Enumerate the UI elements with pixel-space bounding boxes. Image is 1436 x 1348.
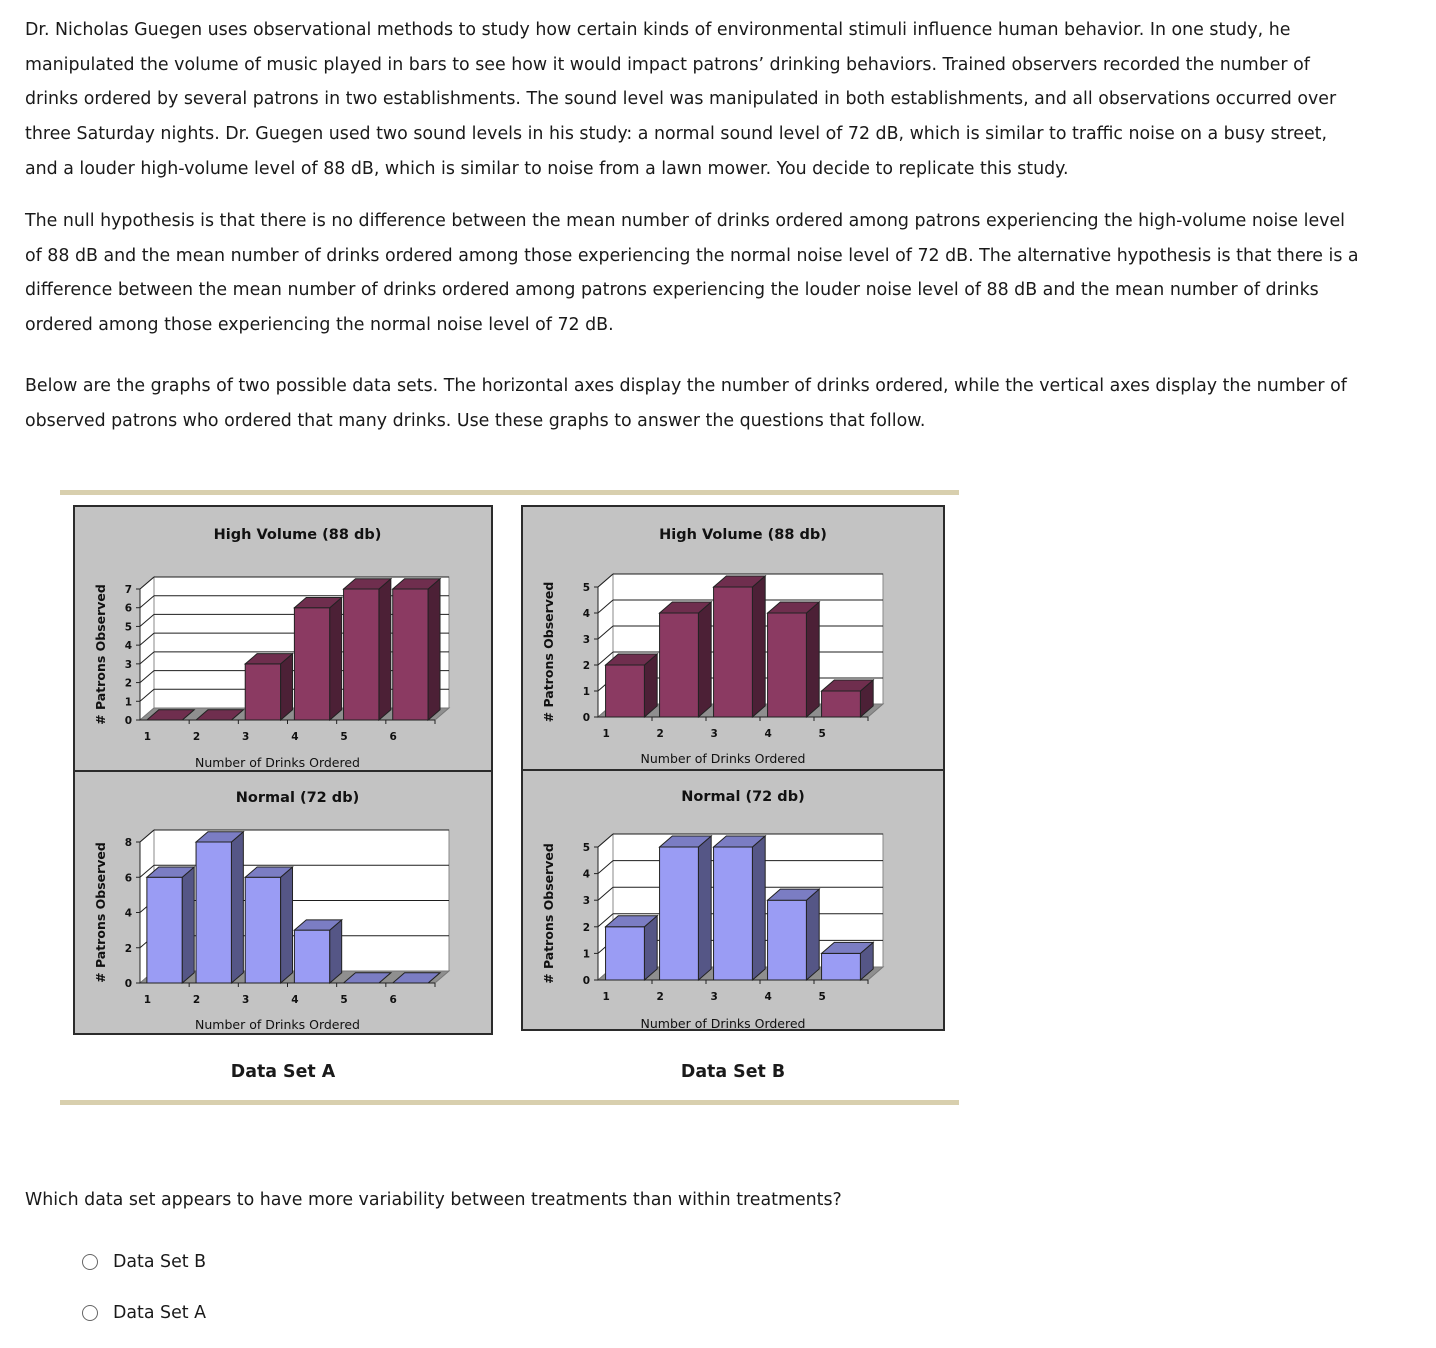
- bar-side: [330, 598, 342, 720]
- chart-title: High Volume (88 db): [659, 527, 827, 543]
- y-tick-label: 6: [124, 602, 132, 615]
- y-tick-label: 1: [124, 696, 132, 709]
- x-axis-label: Number of Drinks Ordered: [195, 1017, 360, 1032]
- y-axis-label: # Patrons Observed: [93, 842, 108, 983]
- bar: [147, 867, 194, 983]
- bar: [606, 916, 658, 980]
- y-tick-label: 0: [582, 712, 590, 724]
- bar: [660, 602, 712, 717]
- y-tick-label: 4: [124, 907, 132, 920]
- null-hypothesis-paragraph: The null hypothesis is that there is no difference between the mean number of drinks ordered among patrons experiencing the high-volume noise level of 88 dB and the mean number of drinks ordered among those experiencing the normal noise level of 72 dB. The alternative hypothesis is that there is a difference between the mean number of drinks ordered among patrons experiencing the louder noise level of 88 dB and the mean number of drinks ordered among those experiencing the normal noise level of 72 dB.: [25, 211, 1359, 336]
- bar-front: [822, 953, 861, 980]
- y-tick-label: 3: [582, 895, 590, 908]
- bar: [245, 867, 292, 983]
- y-axis-label: # Patrons Observed: [541, 581, 556, 723]
- bar-front: [294, 930, 329, 983]
- intro-paragraph-1: Dr. Nicholas Guegen uses observational methods to study how certain kinds of environmental stimuli influence human behavior. In one study, he manipulated the volume of music played in bars to see how it would impact patrons’ drinking behaviors. Trained observers recorded the number of drinks ordered by several patrons in two establishments. The sound level was manipulated in both establishments, and all observations occurred over three Saturday nights. Dr. Guegen used two sound levels in his study: a normal sound level of 72 dB, which is similar to traffic noise on a busy street, and a louder high-volume level of 88 dB, which is similar to noise from a lawn mower. You decide to replicate this study.: [25, 20, 1337, 179]
- chart-title: High Volume (88 db): [213, 527, 382, 543]
- bar-front: [714, 587, 753, 717]
- chart-svg: [75, 507, 495, 774]
- x-tick-label: 4: [764, 991, 772, 1003]
- graphs-instructions-paragraph: Below are the graphs of two possible data sets. The horizontal axes display the number of drinks ordered, while the vertical axes display the number of observed patrons who ordered that many drinks. Use these graphs to answer the questions that follow.: [25, 376, 1347, 431]
- chart-set-b-normal: [521, 769, 945, 1031]
- bar-front: [245, 664, 280, 720]
- chart-set-a-normal: [73, 770, 493, 1035]
- chart-set-b-high-volume: [521, 505, 945, 771]
- x-tick-label: 2: [192, 994, 201, 1006]
- x-tick-label: 3: [710, 991, 718, 1003]
- bar: [196, 832, 243, 983]
- y-tick-label: 4: [582, 608, 590, 620]
- y-axis-label: # Patrons Observed: [541, 843, 556, 984]
- y-tick-label: 0: [124, 715, 132, 727]
- x-tick-label: 1: [602, 991, 610, 1003]
- y-tick-label: 2: [124, 677, 132, 690]
- bar: [822, 680, 874, 717]
- bar-side: [752, 576, 765, 717]
- bar-front: [768, 900, 807, 980]
- chart-svg: [523, 771, 947, 1033]
- bar-side: [752, 836, 765, 980]
- x-tick-label: 5: [818, 991, 826, 1003]
- bar-front: [660, 847, 699, 980]
- bar: [344, 579, 391, 720]
- y-tick-label: 0: [124, 978, 132, 990]
- y-tick-label: 4: [124, 640, 132, 653]
- bar-front: [768, 613, 807, 717]
- chart-title: Normal (72 db): [235, 790, 360, 806]
- y-tick-label: 2: [124, 942, 132, 955]
- bar-side: [182, 867, 194, 983]
- chart-svg: [75, 772, 495, 1037]
- x-tick-label: 1: [143, 731, 152, 743]
- x-tick-label: 1: [602, 728, 610, 740]
- option-label: Data Set B: [113, 1252, 207, 1272]
- y-tick-label: 5: [582, 582, 590, 594]
- y-tick-label: 3: [582, 634, 590, 646]
- bar: [768, 889, 820, 980]
- bar: [393, 579, 440, 720]
- bar-side: [231, 832, 243, 983]
- chart-svg: [523, 507, 947, 773]
- x-tick-label: 5: [340, 731, 348, 743]
- bar-front: [606, 927, 645, 980]
- option-label: Data Set A: [113, 1303, 207, 1323]
- data-set-b-label: Data Set B: [680, 1062, 786, 1082]
- bar: [768, 602, 820, 717]
- bar: [714, 836, 766, 980]
- x-tick-label: 5: [818, 728, 826, 740]
- question-text: Which data set appears to have more variability between treatments than within treatments?: [25, 1190, 842, 1210]
- bar-front: [344, 589, 379, 720]
- bar-front: [660, 613, 699, 717]
- bar-side: [806, 602, 819, 717]
- x-tick-label: 4: [291, 731, 299, 743]
- x-axis-label: Number of Drinks Ordered: [195, 755, 360, 770]
- bar: [714, 576, 766, 717]
- bar-front: [714, 847, 753, 980]
- chart-title: Normal (72 db): [681, 789, 805, 805]
- x-tick-label: 4: [764, 728, 772, 740]
- x-tick-label: 3: [710, 728, 718, 740]
- chart-set-a-high-volume: [73, 505, 493, 772]
- option-data-set-a[interactable]: [82, 1303, 206, 1323]
- bar-front: [147, 877, 182, 983]
- figure-top-rule: [60, 490, 959, 495]
- bar-side: [698, 602, 711, 717]
- y-tick-label: 2: [582, 921, 590, 934]
- bar: [245, 654, 292, 720]
- bar-front: [822, 691, 861, 717]
- x-tick-label: 5: [340, 994, 348, 1006]
- y-tick-label: 2: [582, 660, 590, 672]
- bar-side: [806, 889, 819, 980]
- bar-front: [196, 842, 231, 983]
- x-axis-label: Number of Drinks Ordered: [640, 1016, 806, 1031]
- bar: [294, 920, 341, 983]
- x-tick-label: 2: [192, 731, 201, 743]
- bar: [822, 942, 874, 980]
- bar-side: [428, 579, 440, 720]
- y-tick-label: 3: [124, 658, 132, 671]
- x-tick-label: 6: [389, 731, 397, 743]
- bar-front: [294, 608, 329, 720]
- y-tick-label: 1: [582, 686, 590, 698]
- bar-side: [379, 579, 391, 720]
- y-tick-label: 5: [124, 621, 132, 634]
- x-axis-label: Number of Drinks Ordered: [640, 751, 806, 766]
- x-tick-label: 2: [656, 728, 664, 740]
- bar: [606, 654, 658, 717]
- bar-front: [393, 589, 428, 720]
- bar-side: [698, 836, 711, 980]
- bar: [294, 598, 341, 720]
- y-tick-label: 5: [582, 842, 590, 854]
- x-tick-label: 3: [242, 994, 250, 1006]
- x-tick-label: 1: [143, 994, 152, 1006]
- bar-side: [330, 920, 342, 983]
- bar-side: [281, 654, 293, 720]
- y-tick-label: 1: [582, 948, 590, 961]
- x-tick-label: 4: [291, 994, 299, 1006]
- option-data-set-b[interactable]: [82, 1252, 206, 1272]
- figure-bottom-rule: [60, 1100, 959, 1105]
- bar: [660, 836, 712, 980]
- data-set-a-label: Data Set A: [230, 1062, 336, 1082]
- x-tick-label: 3: [242, 731, 250, 743]
- plot-side-wall: [140, 577, 154, 720]
- radio-button[interactable]: [82, 1254, 98, 1270]
- x-tick-label: 6: [389, 994, 397, 1006]
- x-tick-label: 2: [656, 991, 664, 1003]
- y-tick-label: 8: [124, 837, 132, 849]
- radio-button[interactable]: [82, 1305, 98, 1321]
- bar-side: [281, 867, 293, 983]
- y-tick-label: 7: [124, 584, 132, 596]
- y-tick-label: 0: [582, 975, 590, 987]
- bar-front: [245, 877, 280, 983]
- bar-front: [606, 665, 645, 717]
- y-tick-label: 4: [582, 868, 590, 881]
- y-tick-label: 6: [124, 872, 132, 885]
- y-axis-label: # Patrons Observed: [93, 584, 108, 725]
